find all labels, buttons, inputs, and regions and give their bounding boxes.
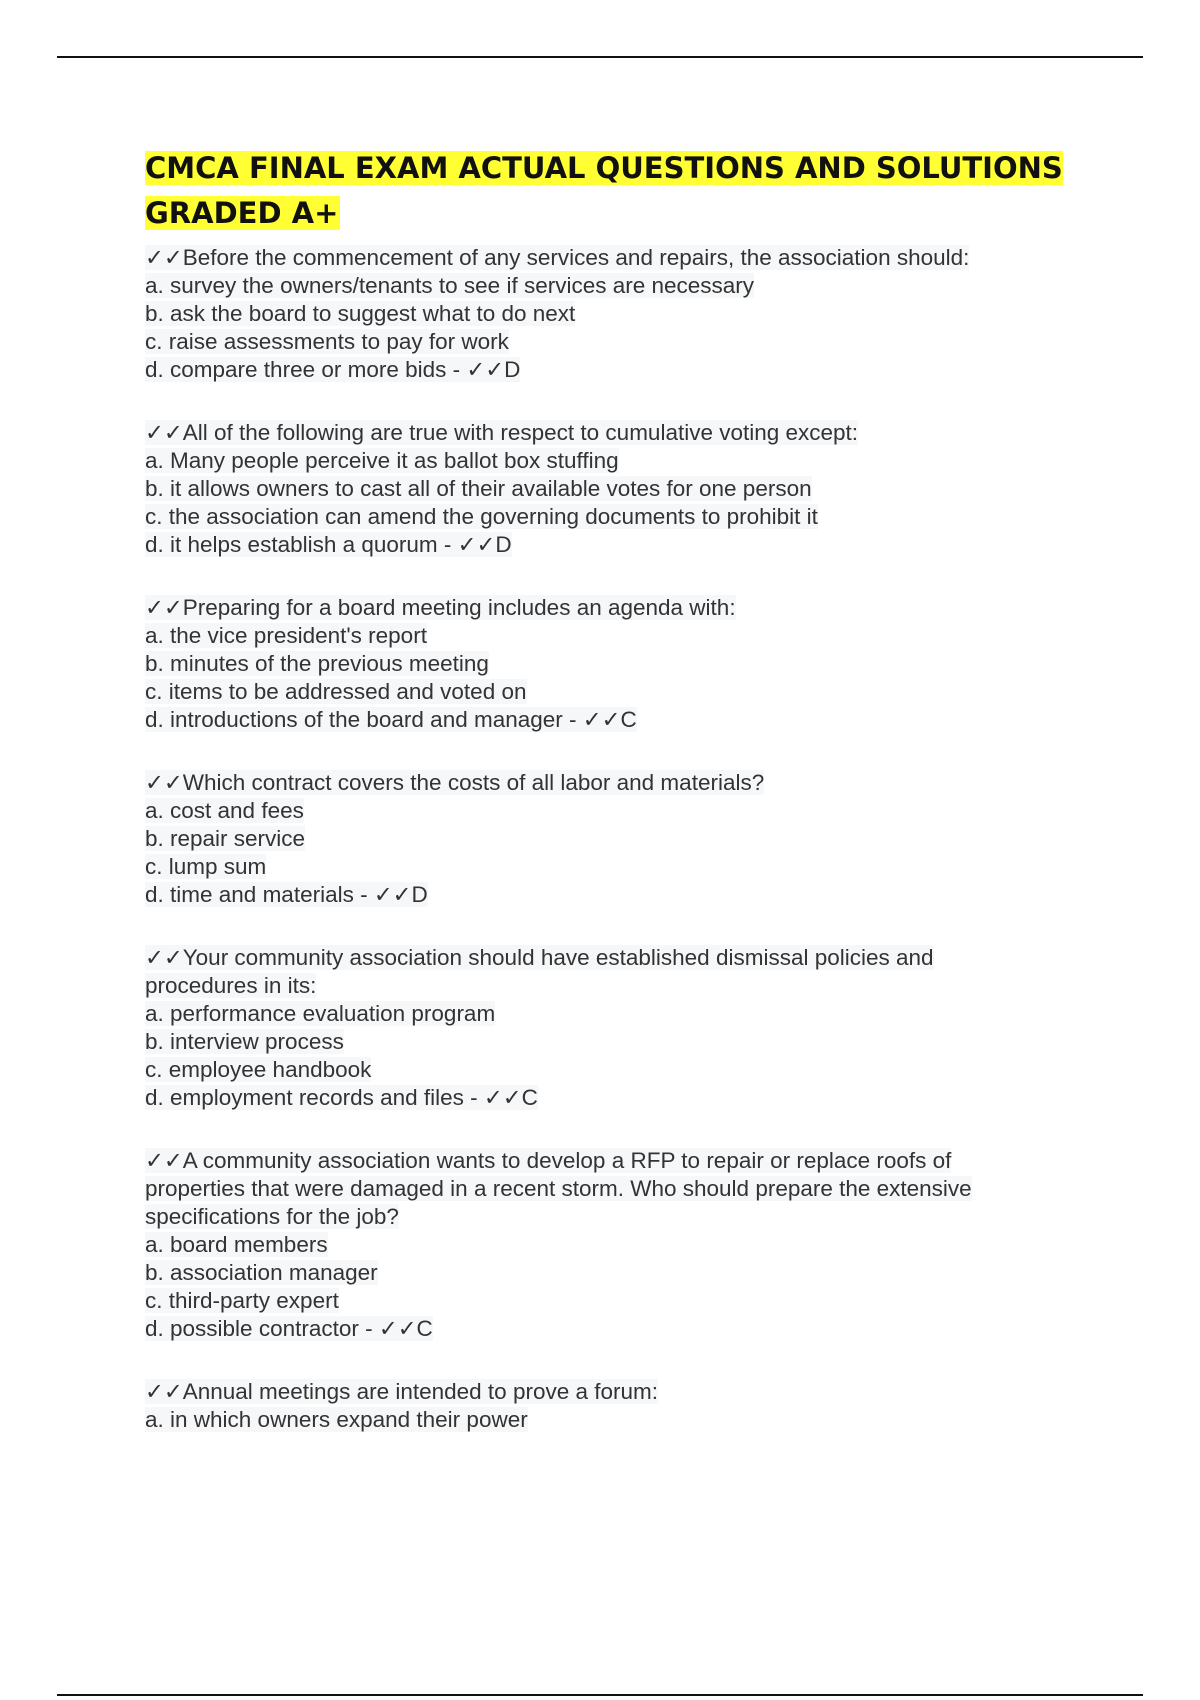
question-2 bbox=[145, 419, 1085, 559]
answer-option: a. survey the owners/tenants to see if services are necessary bbox=[145, 273, 755, 298]
question-text: ✓✓Before the commencement of any services and repairs, the association should: bbox=[145, 245, 970, 270]
answer-option: a. cost and fees bbox=[145, 798, 304, 823]
answer-option-correct: d. possible contractor - ✓✓C bbox=[145, 1316, 433, 1341]
question-3 bbox=[145, 594, 1085, 734]
check-icon: ✓✓ bbox=[145, 595, 183, 620]
answer-option: b. association manager bbox=[145, 1260, 378, 1285]
answer-option-correct: d. time and materials - ✓✓D bbox=[145, 882, 428, 907]
answer-option: c. raise assessments to pay for work bbox=[145, 329, 509, 354]
check-icon: ✓✓ bbox=[145, 1379, 183, 1404]
document-title: CMCA FINAL EXAM ACTUAL QUESTIONS AND SOLUTIONS GRADED A+ bbox=[145, 151, 1063, 230]
check-icon: ✓✓ bbox=[145, 945, 183, 970]
answer-option: a. in which owners expand their power bbox=[145, 1407, 528, 1432]
question-7 bbox=[145, 1378, 1085, 1434]
answer-option-correct: d. it helps establish a quorum - ✓✓D bbox=[145, 532, 512, 557]
question-1 bbox=[145, 244, 1085, 384]
question-text: ✓✓All of the following are true with respect to cumulative voting except: bbox=[145, 420, 859, 445]
answer-option: c. third-party expert bbox=[145, 1288, 339, 1313]
question-6 bbox=[145, 1147, 1085, 1343]
answer-option-correct: d. introductions of the board and manager - ✓✓C bbox=[145, 707, 637, 732]
check-icon: ✓✓ bbox=[145, 245, 183, 270]
question-text: ✓✓Your community association should have established dismissal policies and bbox=[145, 945, 934, 970]
check-icon: ✓✓ bbox=[145, 420, 183, 445]
answer-option: a. Many people perceive it as ballot box stuffing bbox=[145, 448, 619, 473]
answer-option: c. the association can amend the governing documents to prohibit it bbox=[145, 504, 818, 529]
answer-option: b. interview process bbox=[145, 1029, 344, 1054]
answer-option-correct: d. employment records and files - ✓✓C bbox=[145, 1085, 538, 1110]
question-text-continued: properties that were damaged in a recent storm. Who should prepare the extensive bbox=[145, 1176, 972, 1201]
bottom-rule bbox=[57, 1694, 1143, 1696]
question-4 bbox=[145, 769, 1085, 909]
answer-option: c. employee handbook bbox=[145, 1057, 372, 1082]
question-text-continued: procedures in its: bbox=[145, 973, 317, 998]
question-text-continued: specifications for the job? bbox=[145, 1204, 399, 1229]
question-text: ✓✓Preparing for a board meeting includes an agenda with: bbox=[145, 595, 736, 620]
answer-option: a. the vice president's report bbox=[145, 623, 427, 648]
question-text: ✓✓A community association wants to develop a RFP to repair or replace roofs of bbox=[145, 1148, 952, 1173]
answer-option: c. items to be addressed and voted on bbox=[145, 679, 527, 704]
answer-option: b. ask the board to suggest what to do next bbox=[145, 301, 576, 326]
check-icon: ✓✓ bbox=[145, 770, 183, 795]
answer-option-correct: d. compare three or more bids - ✓✓D bbox=[145, 357, 521, 382]
question-5 bbox=[145, 944, 1085, 1112]
answer-option: a. board members bbox=[145, 1232, 328, 1257]
answer-option: a. performance evaluation program bbox=[145, 1001, 496, 1026]
top-rule bbox=[57, 56, 1143, 58]
answer-option: b. repair service bbox=[145, 826, 306, 851]
question-text: ✓✓Annual meetings are intended to prove a forum: bbox=[145, 1379, 659, 1404]
answer-option: b. minutes of the previous meeting bbox=[145, 651, 489, 676]
answer-option: c. lump sum bbox=[145, 854, 267, 879]
document-body bbox=[145, 146, 1085, 1434]
answer-option: b. it allows owners to cast all of their available votes for one person bbox=[145, 476, 812, 501]
check-icon: ✓✓ bbox=[145, 1148, 183, 1173]
question-text: ✓✓Which contract covers the costs of all labor and materials? bbox=[145, 770, 765, 795]
